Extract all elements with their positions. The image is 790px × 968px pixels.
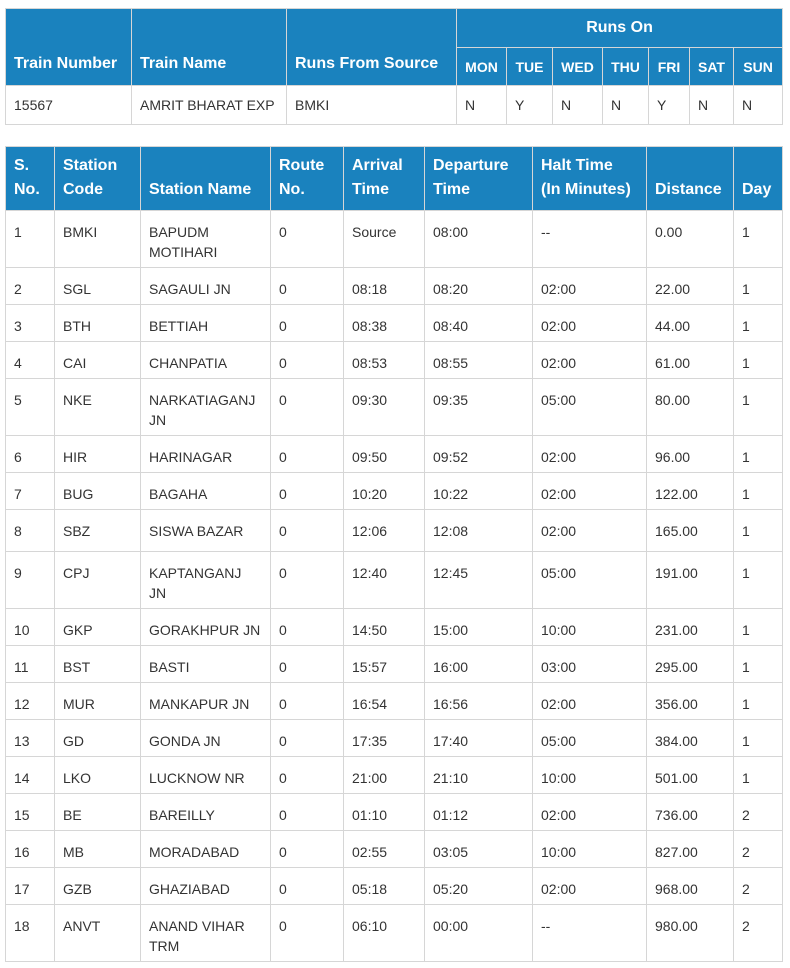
runs-on-header: Runs On [457, 9, 783, 48]
row-arrival-time: 01:10 [344, 794, 425, 831]
row-sno: 12 [6, 683, 55, 720]
row-day: 1 [734, 757, 783, 794]
row-station-code: MUR [55, 683, 141, 720]
row-halt-time: 02:00 [533, 510, 647, 552]
row-arrival-time: 10:20 [344, 473, 425, 510]
row-departure-time: 08:55 [425, 342, 533, 379]
train-info-table [5, 8, 783, 125]
row-departure-time: 12:08 [425, 510, 533, 552]
row-departure-time: 08:00 [425, 211, 533, 268]
row-station-name: BAGAHA [141, 473, 271, 510]
row-station-code: BST [55, 646, 141, 683]
row-station-name: SAGAULI JN [141, 268, 271, 305]
row-distance: 80.00 [647, 379, 734, 436]
distance-header: Distance [647, 147, 734, 211]
row-arrival-time: 08:38 [344, 305, 425, 342]
row-sno: 14 [6, 757, 55, 794]
row-arrival-time: 05:18 [344, 868, 425, 905]
row-arrival-time: Source [344, 211, 425, 268]
train-name-value: AMRIT BHARAT EXP [132, 86, 287, 125]
train-name-header: Train Name [132, 9, 287, 86]
row-distance: 0.00 [647, 211, 734, 268]
train-number-header: Train Number [6, 9, 132, 86]
day-header-mon: MON [457, 48, 507, 86]
row-sno: 16 [6, 831, 55, 868]
row-route-no: 0 [271, 757, 344, 794]
row-station-name: GONDA JN [141, 720, 271, 757]
table-row [6, 342, 783, 379]
row-distance: 22.00 [647, 268, 734, 305]
row-day: 1 [734, 510, 783, 552]
train-number-value: 15567 [6, 86, 132, 125]
row-halt-time: 10:00 [533, 831, 647, 868]
row-sno: 2 [6, 268, 55, 305]
row-station-code: CPJ [55, 552, 141, 609]
row-route-no: 0 [271, 683, 344, 720]
row-station-name: SISWA BAZAR [141, 510, 271, 552]
row-route-no: 0 [271, 379, 344, 436]
row-station-code: BTH [55, 305, 141, 342]
row-station-code: GD [55, 720, 141, 757]
table-row [6, 510, 783, 552]
row-day: 1 [734, 436, 783, 473]
row-day: 2 [734, 831, 783, 868]
row-departure-time: 01:12 [425, 794, 533, 831]
row-day: 2 [734, 905, 783, 962]
row-distance: 231.00 [647, 609, 734, 646]
table-row [6, 305, 783, 342]
row-distance: 295.00 [647, 646, 734, 683]
table-row [6, 379, 783, 436]
row-station-name: MANKAPUR JN [141, 683, 271, 720]
row-route-no: 0 [271, 510, 344, 552]
row-halt-time: -- [533, 905, 647, 962]
table-row [6, 720, 783, 757]
row-station-code: ANVT [55, 905, 141, 962]
row-station-name: NARKATIAGANJ JN [141, 379, 271, 436]
route-no-header: Route No. [271, 147, 344, 211]
row-arrival-time: 06:10 [344, 905, 425, 962]
row-station-code: LKO [55, 757, 141, 794]
row-departure-time: 00:00 [425, 905, 533, 962]
runs-on-tue: Y [507, 86, 553, 125]
row-sno: 15 [6, 794, 55, 831]
station-code-header: Station Code [55, 147, 141, 211]
row-distance: 356.00 [647, 683, 734, 720]
row-distance: 980.00 [647, 905, 734, 962]
row-route-no: 0 [271, 868, 344, 905]
row-arrival-time: 21:00 [344, 757, 425, 794]
row-day: 1 [734, 211, 783, 268]
row-route-no: 0 [271, 305, 344, 342]
row-arrival-time: 14:50 [344, 609, 425, 646]
row-day: 2 [734, 868, 783, 905]
row-arrival-time: 09:50 [344, 436, 425, 473]
table-row [6, 552, 783, 609]
row-route-no: 0 [271, 646, 344, 683]
row-arrival-time: 08:53 [344, 342, 425, 379]
train-info-row [6, 86, 783, 125]
arrival-time-header: Arrival Time [344, 147, 425, 211]
row-sno: 9 [6, 552, 55, 609]
day-header-fri: FRI [649, 48, 690, 86]
departure-time-header: Departure Time [425, 147, 533, 211]
row-day: 1 [734, 342, 783, 379]
row-station-name: BASTI [141, 646, 271, 683]
row-halt-time: 02:00 [533, 305, 647, 342]
row-sno: 4 [6, 342, 55, 379]
table-row [6, 683, 783, 720]
table-row [6, 436, 783, 473]
row-arrival-time: 16:54 [344, 683, 425, 720]
row-day: 1 [734, 646, 783, 683]
row-halt-time: 03:00 [533, 646, 647, 683]
row-station-name: KAPTANGANJ JN [141, 552, 271, 609]
row-halt-time: 10:00 [533, 757, 647, 794]
row-departure-time: 08:40 [425, 305, 533, 342]
row-sno: 6 [6, 436, 55, 473]
row-station-name: HARINAGAR [141, 436, 271, 473]
row-distance: 165.00 [647, 510, 734, 552]
row-route-no: 0 [271, 268, 344, 305]
row-station-code: NKE [55, 379, 141, 436]
runs-on-sat: N [690, 86, 734, 125]
sno-header: S. No. [6, 147, 55, 211]
row-distance: 61.00 [647, 342, 734, 379]
row-station-code: SBZ [55, 510, 141, 552]
row-departure-time: 12:45 [425, 552, 533, 609]
row-route-no: 0 [271, 436, 344, 473]
row-halt-time: -- [533, 211, 647, 268]
row-sno: 5 [6, 379, 55, 436]
row-station-code: BE [55, 794, 141, 831]
row-halt-time: 05:00 [533, 379, 647, 436]
row-day: 1 [734, 720, 783, 757]
row-station-name: GHAZIABAD [141, 868, 271, 905]
row-distance: 968.00 [647, 868, 734, 905]
row-route-no: 0 [271, 831, 344, 868]
day-header-sat: SAT [690, 48, 734, 86]
row-route-no: 0 [271, 552, 344, 609]
row-distance: 384.00 [647, 720, 734, 757]
runs-from-source-value: BMKI [287, 86, 457, 125]
row-sno: 3 [6, 305, 55, 342]
row-departure-time: 09:52 [425, 436, 533, 473]
row-sno: 17 [6, 868, 55, 905]
row-sno: 10 [6, 609, 55, 646]
table-row [6, 794, 783, 831]
row-day: 1 [734, 379, 783, 436]
row-station-name: BETTIAH [141, 305, 271, 342]
row-station-code: CAI [55, 342, 141, 379]
route-table [5, 146, 783, 962]
table-row [6, 868, 783, 905]
table-row [6, 609, 783, 646]
row-sno: 8 [6, 510, 55, 552]
row-departure-time: 03:05 [425, 831, 533, 868]
route-header-row [6, 147, 783, 211]
row-arrival-time: 15:57 [344, 646, 425, 683]
row-station-code: BMKI [55, 211, 141, 268]
row-halt-time: 02:00 [533, 473, 647, 510]
row-station-name: BAREILLY [141, 794, 271, 831]
row-arrival-time: 02:55 [344, 831, 425, 868]
row-arrival-time: 12:40 [344, 552, 425, 609]
row-departure-time: 08:20 [425, 268, 533, 305]
row-day: 1 [734, 473, 783, 510]
station-name-header: Station Name [141, 147, 271, 211]
row-station-name: BAPUDM MOTIHARI [141, 211, 271, 268]
row-sno: 11 [6, 646, 55, 683]
runs-on-thu: N [603, 86, 649, 125]
row-departure-time: 09:35 [425, 379, 533, 436]
row-station-code: SGL [55, 268, 141, 305]
row-distance: 501.00 [647, 757, 734, 794]
row-departure-time: 16:56 [425, 683, 533, 720]
row-distance: 122.00 [647, 473, 734, 510]
row-route-no: 0 [271, 342, 344, 379]
runs-on-wed: N [553, 86, 603, 125]
row-route-no: 0 [271, 905, 344, 962]
day-header-tue: TUE [507, 48, 553, 86]
row-station-code: GKP [55, 609, 141, 646]
halt-time-header: Halt Time (In Minutes) [533, 147, 647, 211]
row-halt-time: 05:00 [533, 552, 647, 609]
row-station-name: CHANPATIA [141, 342, 271, 379]
row-distance: 96.00 [647, 436, 734, 473]
table-row [6, 905, 783, 962]
row-halt-time: 02:00 [533, 868, 647, 905]
row-departure-time: 10:22 [425, 473, 533, 510]
day-header: Day [734, 147, 783, 211]
runs-on-mon: N [457, 86, 507, 125]
row-day: 1 [734, 305, 783, 342]
row-route-no: 0 [271, 794, 344, 831]
runs-on-fri: Y [649, 86, 690, 125]
row-halt-time: 02:00 [533, 342, 647, 379]
row-station-code: BUG [55, 473, 141, 510]
row-halt-time: 10:00 [533, 609, 647, 646]
day-header-sun: SUN [734, 48, 783, 86]
row-day: 1 [734, 268, 783, 305]
row-station-name: ANAND VIHAR TRM [141, 905, 271, 962]
row-route-no: 0 [271, 720, 344, 757]
row-halt-time: 02:00 [533, 794, 647, 831]
row-sno: 18 [6, 905, 55, 962]
table-row [6, 473, 783, 510]
row-departure-time: 16:00 [425, 646, 533, 683]
table-row [6, 646, 783, 683]
table-row [6, 211, 783, 268]
row-station-name: GORAKHPUR JN [141, 609, 271, 646]
table-row [6, 757, 783, 794]
row-sno: 13 [6, 720, 55, 757]
row-departure-time: 17:40 [425, 720, 533, 757]
row-day: 1 [734, 552, 783, 609]
row-sno: 1 [6, 211, 55, 268]
runs-on-sun: N [734, 86, 783, 125]
row-departure-time: 21:10 [425, 757, 533, 794]
row-departure-time: 15:00 [425, 609, 533, 646]
row-halt-time: 02:00 [533, 683, 647, 720]
row-distance: 736.00 [647, 794, 734, 831]
row-day: 1 [734, 609, 783, 646]
row-distance: 191.00 [647, 552, 734, 609]
day-header-wed: WED [553, 48, 603, 86]
row-arrival-time: 17:35 [344, 720, 425, 757]
row-distance: 44.00 [647, 305, 734, 342]
row-route-no: 0 [271, 609, 344, 646]
row-station-code: HIR [55, 436, 141, 473]
row-station-code: MB [55, 831, 141, 868]
row-halt-time: 05:00 [533, 720, 647, 757]
row-halt-time: 02:00 [533, 268, 647, 305]
row-distance: 827.00 [647, 831, 734, 868]
row-station-code: GZB [55, 868, 141, 905]
row-station-name: LUCKNOW NR [141, 757, 271, 794]
row-day: 1 [734, 683, 783, 720]
row-route-no: 0 [271, 211, 344, 268]
row-halt-time: 02:00 [533, 436, 647, 473]
row-departure-time: 05:20 [425, 868, 533, 905]
day-header-thu: THU [603, 48, 649, 86]
row-day: 2 [734, 794, 783, 831]
row-arrival-time: 09:30 [344, 379, 425, 436]
table-row [6, 268, 783, 305]
row-sno: 7 [6, 473, 55, 510]
table-row [6, 831, 783, 868]
row-arrival-time: 08:18 [344, 268, 425, 305]
row-arrival-time: 12:06 [344, 510, 425, 552]
row-route-no: 0 [271, 473, 344, 510]
runs-from-source-header: Runs From Source [287, 9, 457, 86]
row-station-name: MORADABAD [141, 831, 271, 868]
